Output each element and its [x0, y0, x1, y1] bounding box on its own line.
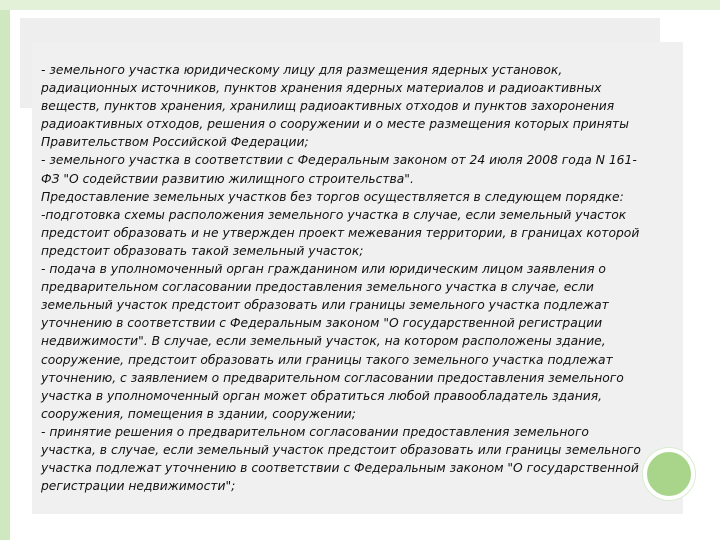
- text-line: регистрации недвижимости";: [41, 479, 236, 494]
- text-line: недвижимости". В случае, если земельный участок, на котором расположены здание,: [41, 334, 606, 349]
- slide-body-text: [41, 61, 661, 495]
- text-line: - земельного участка юридическому лицу для размещения ядерных установок,: [41, 63, 563, 77]
- text-line: -подготовка схемы расположения земельного участка в случае, если земельный участок: [41, 207, 627, 222]
- text-line: предстоит образовать и не утвержден проект межевания территории, в границах которой: [41, 225, 640, 240]
- text-line: веществ, пунктов хранения, хранилищ радиоактивных отходов и пунктов захоронения: [41, 99, 615, 114]
- text-line: - принятие решения о предварительном согласовании предоставления земельного: [41, 424, 589, 439]
- text-line: предстоит образовать такой земельный участок;: [41, 243, 364, 258]
- text-line: участка, в случае, если земельный участок предстоит образовать или границы земельного: [41, 442, 641, 457]
- text-line: ФЗ "О содействии развитию жилищного строительства".: [41, 171, 414, 186]
- text-line: - земельного участка в соответствии с Федеральным законом от 24 июля 2008 года N 161-: [41, 153, 637, 168]
- text-line: уточнению в соответствии с Федеральным законом "О государственной регистрации: [41, 316, 603, 331]
- left-border-decoration: [0, 0, 10, 540]
- text-line: радиоактивных отходов, решения о сооружении и о месте размещения которых приняты: [41, 117, 629, 132]
- text-line: - подача в уполномоченный орган гражданином или юридическим лицом заявления о: [41, 262, 606, 277]
- text-line: уточнению, с заявлением о предварительном согласовании предоставления земельного: [41, 370, 624, 385]
- decorative-circle-marker: [643, 448, 695, 500]
- text-line: земельный участок предстоит образовать или границы земельного участка подлежат: [41, 298, 609, 313]
- text-line: участка в уполномоченный орган может обратиться любой правообладатель здания,: [41, 388, 603, 403]
- text-line: предварительном согласовании предоставления земельного участка в случае, если: [41, 280, 594, 295]
- text-line: Предоставление земельных участков без торгов осуществляется в следующем порядке:: [41, 189, 624, 204]
- text-line: сооружения, помещения в здании, сооружении;: [41, 406, 356, 421]
- text-line: Правительством Российской Федерации;: [41, 135, 309, 150]
- top-border-decoration: [0, 0, 720, 10]
- text-line: участка подлежат уточнению в соответствии с Федеральным законом "О государственной: [41, 461, 639, 476]
- text-line: радиационных источников, пунктов хранения ядерных материалов и радиоактивных: [41, 81, 602, 96]
- text-line: сооружение, предстоит образовать или границы такого земельного участка подлежат: [41, 352, 613, 367]
